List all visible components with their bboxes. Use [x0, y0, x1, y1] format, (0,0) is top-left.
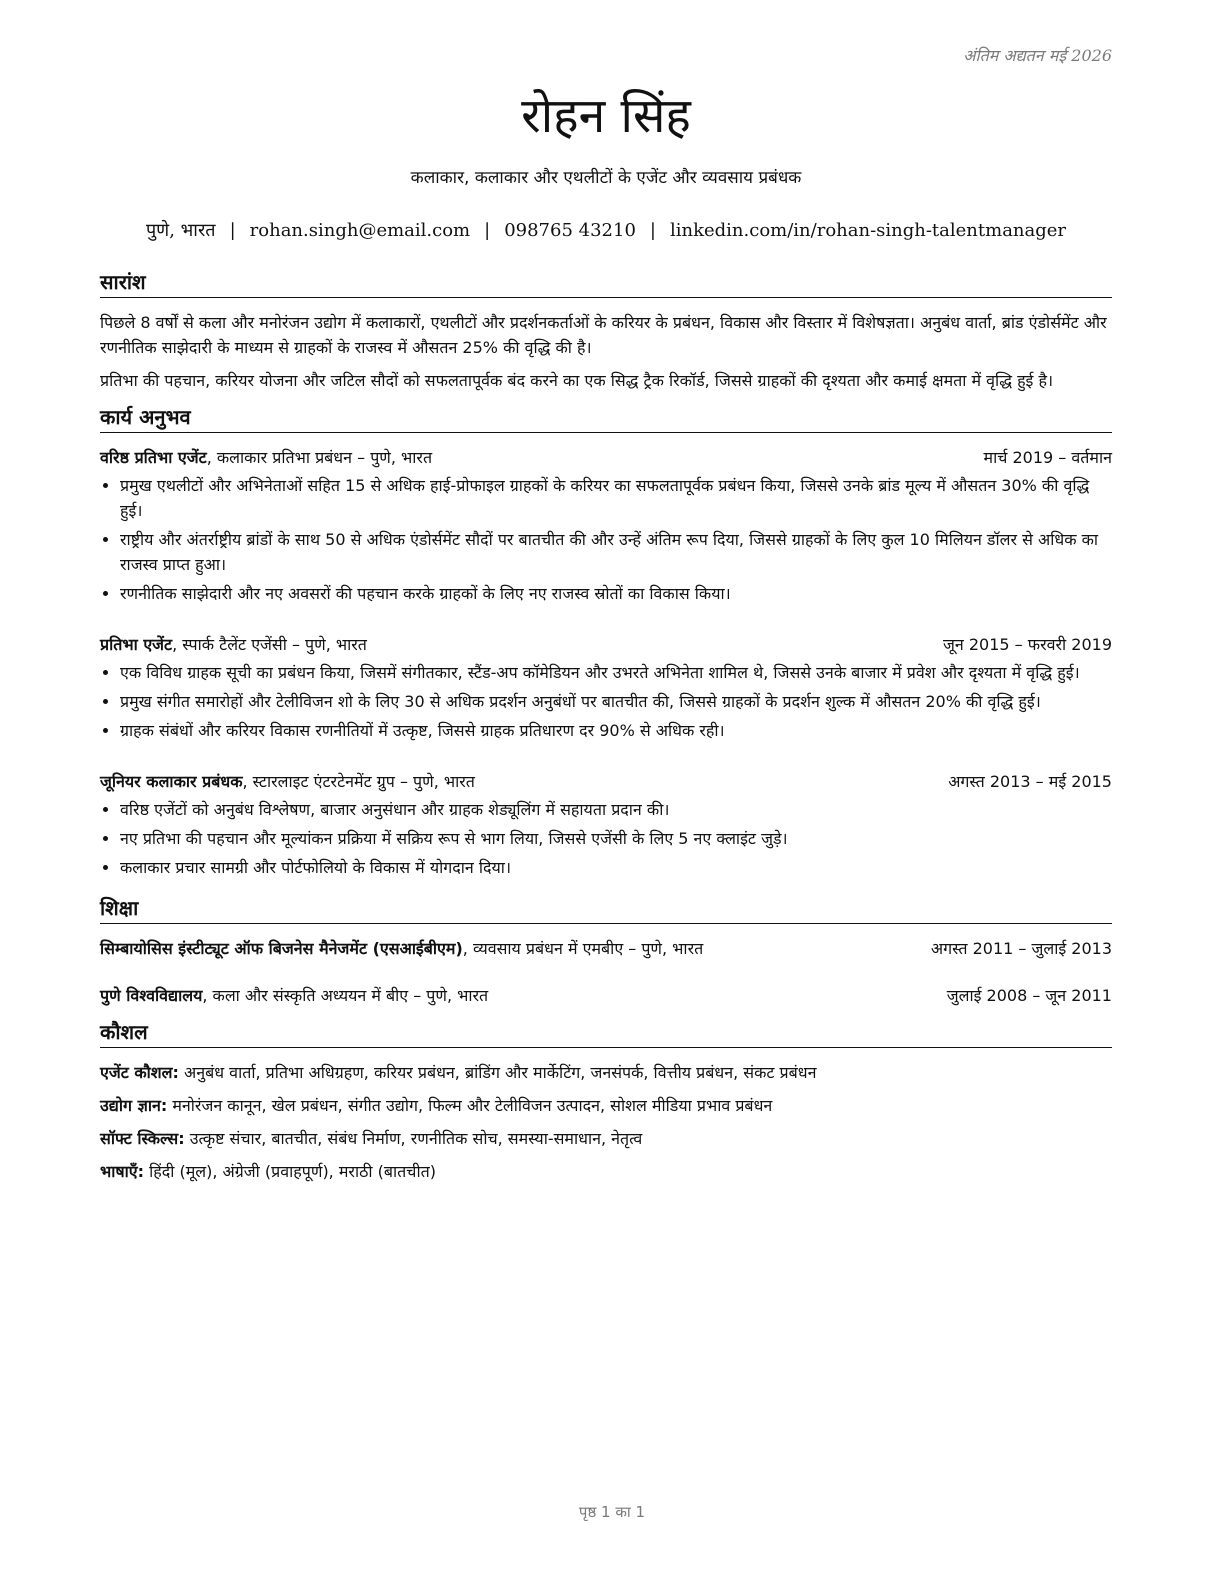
skills-section [100, 1018, 1112, 1184]
job-bullets [100, 797, 1112, 880]
job-bullet: • एक विविध ग्राहक सूची का प्रबंधन किया, जिसमें संगीतकार, स्टैंड-अप कॉमेडियन और उभरते अभिनेता शामिल थे, जिससे उनके बाजार में प्रवेश और दृश्यता में वृद्धि हुई। [120, 660, 1112, 685]
section-title-summary: सारांश [100, 268, 1112, 298]
job-entry [100, 632, 1112, 743]
skill-value: हिंदी (मूल), अंग्रेजी (प्रवाहपूर्ण), मराठी (बातचीत) [144, 1162, 436, 1181]
skill-row [100, 1060, 1112, 1085]
education-school: पुणे विश्वविद्यालय [100, 986, 203, 1005]
education-school: सिम्बायोसिस इंस्टीट्यूट ऑफ बिजनेस मैनेजमेंट (एसआईबीएम) [100, 939, 463, 958]
contact-phone: 098765 43210 [504, 220, 636, 241]
job-header [100, 769, 1112, 794]
job-role: जूनियर कलाकार प्रबंधक [100, 772, 243, 791]
page-number: पृष्ठ 1 का 1 [578, 1503, 646, 1521]
job-bullet: • ग्राहक संबंधों और करियर विकास रणनीतियों में उत्कृष्ट, जिससे ग्राहक प्रतिधारण दर 90% से अधिक रही। [120, 718, 1112, 743]
education-entry [100, 936, 1112, 961]
section-title-skills: कौशल [100, 1018, 1112, 1048]
skill-row [100, 1126, 1112, 1151]
job-header [100, 632, 1112, 657]
experience-section [100, 403, 1112, 880]
job-bullet: • नए प्रतिभा की पहचान और मूल्यांकन प्रक्रिया में सक्रिय रूप से भाग लिया, जिससे एजेंसी के लिए 5 नए क्लाइंट जुड़े। [120, 826, 1112, 851]
job-role: प्रतिभा एजेंट [100, 635, 173, 654]
skill-value: मनोरंजन कानून, खेल प्रबंधन, संगीत उद्योग, फिल्म और टेलीविजन उत्पादन, सोशल मीडिया प्रभाव प्रबंधन [167, 1096, 773, 1115]
resume-content [100, 268, 1112, 1194]
job-bullet: • कलाकार प्रचार सामग्री और पोर्टफोलियो के विकास में योगदान दिया। [120, 855, 1112, 880]
summary-paragraph: प्रतिभा की पहचान, करियर योजना और जटिल सौदों को सफलतापूर्वक बंद करने का एक सिद्ध ट्रैक रिकॉर्ड, जिससे ग्राहकों की दृश्यता और कमाई क्षमता में वृद्धि हुई है। [100, 371, 1054, 390]
job-bullet: • रणनीतिक साझेदारी और नए अवसरों की पहचान करके ग्राहकों के लिए नए राजस्व स्रोतों का विकास किया। [120, 581, 1112, 606]
summary-paragraph: पिछले 8 वर्षों से कला और मनोरंजन उद्योग में कलाकारों, एथलीटों और प्रदर्शनकर्ताओं के करियर के प्रबंधन, विकास और विस्तार में विशेषज्ञता। अनुबंध वार्ता, ब्रांड एंडोर्समेंट और रणनीतिक साझेदारी के माध्यम से ग्राहकों के राजस्व में औसतन 25% की वृद्धि की है। [100, 313, 1107, 357]
contact-line [100, 218, 1112, 242]
skill-row [100, 1159, 1112, 1184]
job-bullets [100, 473, 1112, 606]
last-updated-label: अंतिम अद्यतन मई 2026 [963, 46, 1112, 65]
contact-separator: | [484, 220, 491, 241]
skill-label: सॉफ्ट स्किल्स: [100, 1129, 185, 1148]
contact-location: पुणे, भारत [145, 220, 216, 241]
job-dates: अगस्त 2013 – मई 2015 [948, 772, 1112, 791]
section-title-experience: कार्य अनुभव [100, 403, 1112, 433]
education-detail: , व्यवसाय प्रबंधन में एमबीए – पुणे, भारत [462, 939, 704, 958]
job-bullet: • प्रमुख संगीत समारोहों और टेलीविजन शो के लिए 30 से अधिक प्रदर्शन अनुबंधों पर बातचीत की, जिससे ग्राहकों के प्रदर्शन शुल्क में औसतन 20% की वृद्धि हुई। [120, 689, 1112, 714]
section-title-education: शिक्षा [100, 894, 1112, 924]
job-bullets [100, 660, 1112, 743]
job-role: वरिष्ठ प्रतिभा एजेंट [100, 448, 207, 467]
skill-label: एजेंट कौशल: [100, 1063, 179, 1082]
contact-separator: | [229, 220, 236, 241]
job-entry [100, 445, 1112, 606]
job-bullet: • राष्ट्रीय और अंतर्राष्ट्रीय ब्रांडों के साथ 50 से अधिक एंडोर्समेंट सौदों पर बातचीत की और उन्हें अंतिम रूप दिया, जिससे ग्राहकों के लिए कुल 10 मिलियन डॉलर से अधिक का राजस्व प्राप्त हुआ। [120, 527, 1112, 577]
job-org: , स्पार्क टैलेंट एजेंसी – पुणे, भारत [172, 635, 367, 654]
job-org: , स्टारलाइट एंटरटेनमेंट ग्रुप – पुणे, भारत [242, 772, 475, 791]
job-bullet: • वरिष्ठ एजेंटों को अनुबंध विश्लेषण, बाजार अनुसंधान और ग्राहक शेड्यूलिंग में सहायता प्रदान की। [120, 797, 1112, 822]
skill-row [100, 1093, 1112, 1118]
candidate-tagline: कलाकार, कलाकार और एथलीटों के एजेंट और व्यवसाय प्रबंधक [410, 168, 802, 188]
contact-separator: | [649, 220, 656, 241]
education-entry [100, 983, 1112, 1008]
job-header [100, 445, 1112, 470]
skill-label: उद्योग ज्ञान: [100, 1096, 168, 1115]
education-section [100, 894, 1112, 1008]
education-detail: , कला और संस्कृति अध्ययन में बीए – पुणे, भारत [202, 986, 489, 1005]
skill-value: उत्कृष्ट संचार, बातचीत, संबंध निर्माण, रणनीतिक सोच, समस्या-समाधान, नेतृत्व [184, 1129, 643, 1148]
skill-value: अनुबंध वार्ता, प्रतिभा अधिग्रहण, करियर प्रबंधन, ब्रांडिंग और मार्केटिंग, जनसंपर्क, वित्तीय प्रबंधन, संकट प्रबंधन [178, 1063, 817, 1082]
job-org: , कलाकार प्रतिभा प्रबंधन – पुणे, भारत [206, 448, 433, 467]
skill-label: भाषाएँ: [100, 1162, 145, 1181]
summary-section [100, 268, 1112, 393]
contact-linkedin[interactable]: linkedin.com/in/rohan-singh-talentmanager [669, 220, 1067, 241]
education-dates: अगस्त 2011 – जुलाई 2013 [930, 939, 1112, 958]
job-entry [100, 769, 1112, 880]
job-dates: मार्च 2019 – वर्तमान [983, 448, 1112, 467]
education-dates: जुलाई 2008 – जून 2011 [946, 986, 1112, 1005]
job-dates: जून 2015 – फरवरी 2019 [943, 635, 1112, 654]
contact-email[interactable]: rohan.singh@email.com [249, 220, 471, 241]
job-bullet: • प्रमुख एथलीटों और अभिनेताओं सहित 15 से अधिक हाई-प्रोफाइल ग्राहकों के करियर का सफलतापूर्वक प्रबंधन किया, जिससे उनके ब्रांड मूल्य में औसतन 30% की वृद्धि हुई। [120, 473, 1112, 523]
candidate-name: रोहन सिंह [521, 88, 691, 144]
